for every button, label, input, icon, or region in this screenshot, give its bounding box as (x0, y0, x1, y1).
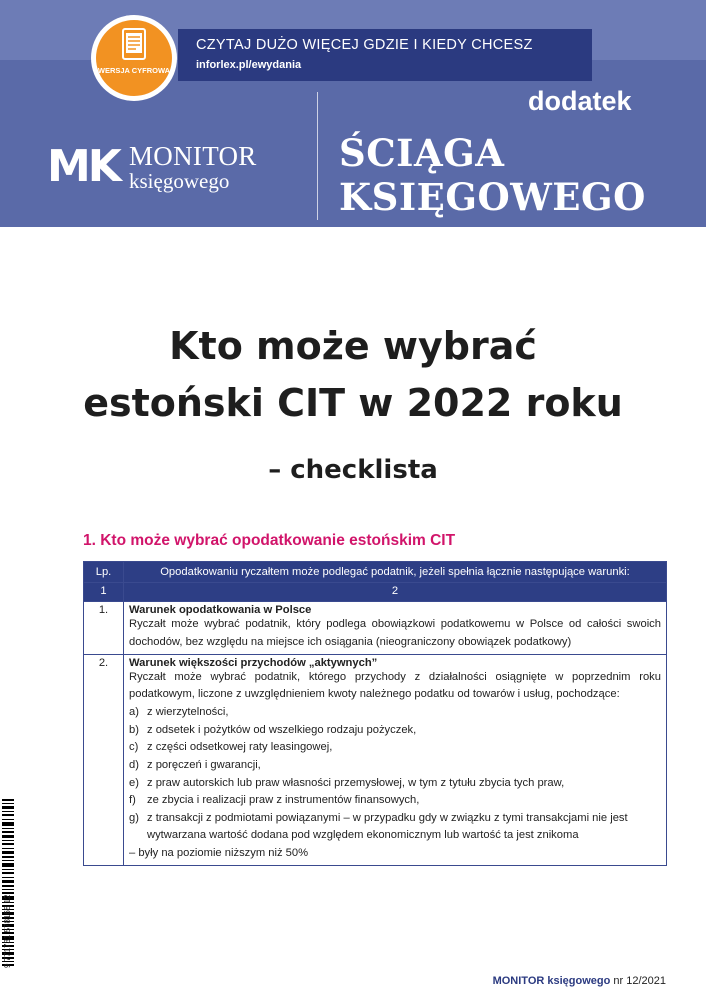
row-lp: 1. (84, 602, 124, 655)
list-text: z części odsetkowej raty leasingowej, (147, 741, 333, 754)
row-content (124, 654, 667, 865)
tablet-icon (122, 28, 146, 60)
row-text: Ryczałt może wybrać podatnik, którego przychody z działalności osiągnięte w poprzednim roku podatkowym, liczone z uwzględnieniem kwoty należnego podatku od towarów i usług, pochodzące: (129, 670, 661, 701)
list-marker: d) (129, 758, 139, 771)
list-item (129, 792, 661, 810)
list-item (129, 775, 661, 793)
list-text: z transakcji z podmiotami powiązanymi – w przypadku gdy w związku z tymi transakcjami nie jest wytwarzana wartość dodana pod względem ekonomicznym lub wartość ta jest znikoma (147, 811, 628, 842)
header-divider (317, 92, 318, 220)
row-content (124, 602, 667, 655)
row-lp: 2. (84, 654, 124, 865)
row-closing: – były na poziomie niższym niż 50% (129, 846, 309, 859)
col-conditions-header: Opodatkowaniu ryczałtem może podlegać podatnik, jeżeli spełnia łącznie następujące warunki: (124, 562, 667, 583)
supplement-label: dodatek (528, 86, 632, 116)
col-number-1: 1 (84, 583, 124, 602)
badge-text: WERSJA CYFROWA (97, 66, 171, 75)
list-text: ze zbycia i realizacji praw z instrumentów finansowych, (147, 794, 420, 807)
list-marker: c) (129, 741, 139, 754)
list-marker: a) (129, 706, 139, 719)
logo-ksiegowego: księgowego (129, 169, 230, 193)
supplement-title-line2: KSIĘGOWEGO (339, 175, 646, 219)
barcode-number: 9 771731 578168 12 (3, 894, 12, 968)
digital-edition-banner[interactable] (178, 29, 592, 81)
footer-issue (493, 975, 666, 987)
list-item (129, 704, 661, 722)
table-number-row (84, 583, 667, 602)
list-marker: g) (129, 811, 139, 824)
list-marker: f) (129, 794, 136, 807)
page-subtitle: – checklista (268, 455, 438, 485)
table-row (84, 602, 667, 655)
list-marker: b) (129, 723, 139, 736)
row-title: Warunek większości przychodów „aktywnych” (129, 656, 378, 669)
mk-logo: MK (47, 141, 119, 192)
checklist-table (83, 561, 667, 866)
list-text: z odsetek i pożytków od wszelkiego rodzaju pożyczek, (147, 723, 417, 736)
list-item (129, 810, 661, 845)
list-text: z poręczeń i gwarancji, (147, 758, 261, 771)
supplement-title-line1: ŚCIĄGA (339, 131, 505, 175)
list-text: z praw autorskich lub praw własności przemysłowej, w tym z tytułu zbycia tych praw, (147, 776, 565, 789)
banner-link[interactable]: inforlex.pl/ewydania (196, 59, 302, 71)
logo-monitor: MONITOR (129, 141, 257, 171)
col-number-2: 2 (124, 583, 667, 602)
section-heading: 1. Kto może wybrać opodatkowanie estońskim CIT (83, 532, 456, 549)
col-lp-header: Lp. (84, 562, 124, 583)
footer-brand: MONITOR księgowego (492, 975, 611, 987)
page-title (0, 318, 706, 432)
page-title-line1: Kto może wybrać (169, 324, 537, 368)
page-title-line2: estoński CIT w 2022 roku (83, 381, 623, 425)
list-text: z wierzytelności, (147, 706, 229, 719)
list-item (129, 722, 661, 740)
table-row (84, 654, 667, 865)
footer-issue-number: nr 12/2021 (610, 975, 666, 987)
list-item (129, 757, 661, 775)
list-item (129, 739, 661, 757)
list-marker: e) (129, 776, 139, 789)
row-title: Warunek opodatkowania w Polsce (129, 604, 312, 616)
banner-line1: CZYTAJ DUŻO WIĘCEJ GDZIE I KIEDY CHCESZ (196, 37, 533, 53)
table-header-row (84, 562, 667, 583)
row-text: Ryczałt może wybrać podatnik, który podlega obowiązkowi podatkowemu w Polsce od całości swoich dochodów, bez względu na miejsce ich osiągania (nieograniczony obowiązek podatkowy) (129, 618, 661, 648)
